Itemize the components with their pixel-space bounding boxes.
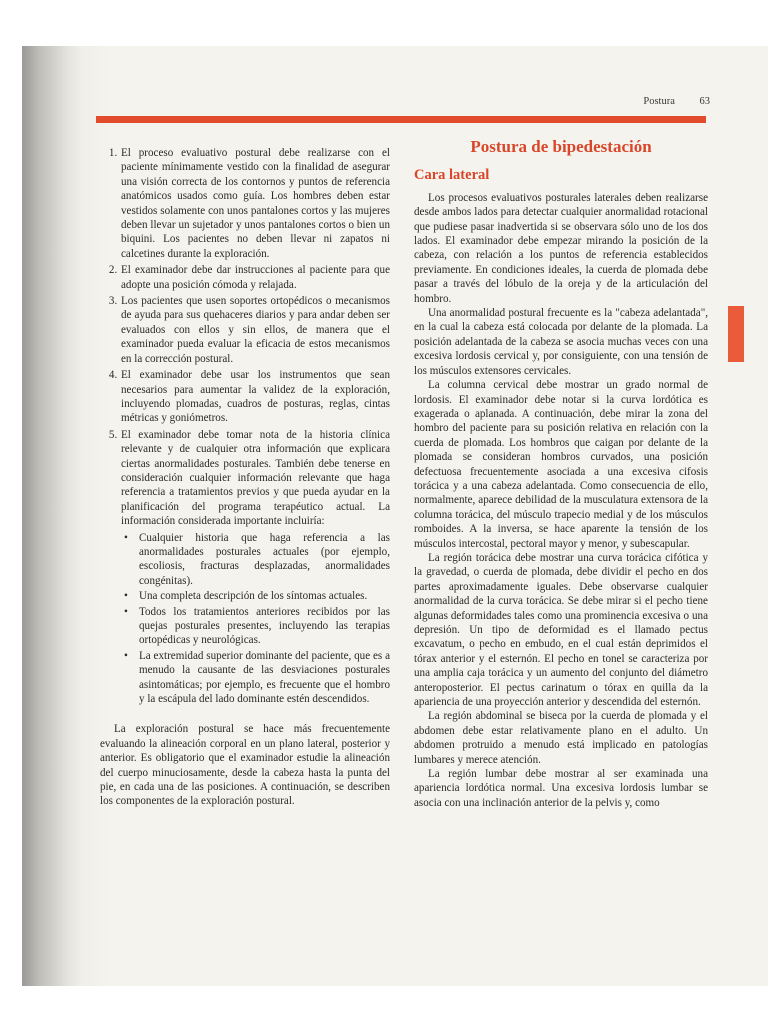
body-paragraph: La región abdominal se biseca por la cuerda de plomada y el abdomen debe estar relativamente plano en el adulto. Un abdomen protruido a menudo está implicado en patologías lumbares y merece atención. <box>414 710 708 766</box>
running-head-section: Postura <box>643 96 675 107</box>
section-title: Postura de bipedestación <box>470 137 652 156</box>
running-head <box>560 96 710 107</box>
header-rule <box>96 116 706 123</box>
body-paragraph: La región torácica debe mostrar una curva torácica cifótica y la gravedad, o cuerda de plomada, debe dividir el pecho en dos partes aproximadamente iguales. Debe observarse cualquier anormalidad de la curva torácica. Se debe mirar si el pecho tiene algunas deformidades tales como una prominencia excesiva o una depresión. Un tipo de deformidad es el llamado pectus excavatum, o pecho en embudo, en el cual están deprimidos el tórax anterior y el esternón. El pecho en tonel se caracteriza por una amplia caja torácica y un aumento del conjunto del diámetro anteroposterior. El pectus carinatum o tórax en quilla da la apariencia de una proyección anterior y descendida del esternón. <box>414 551 708 709</box>
list-item: 2. El examinador debe dar instrucciones al paciente para que adopte una posición cómoda y relajada. <box>120 263 390 292</box>
sublist-item: • Cualquier historia que haga referencia a las anormalidades posturales actuales (por ejemplo, escoliosis, fracturas desplazadas, anormalidades congénitas). <box>135 531 390 589</box>
chapter-edge-tab <box>728 306 744 362</box>
sublist-item: • La extremidad superior dominante del paciente, que es a menudo la causante de las desviaciones posturales asintomáticas; por ejemplo, es frecuente que el hombro y la escápula del lado dominante estén descendidos. <box>135 649 390 707</box>
body-paragraph: La columna cervical debe mostrar un grado normal de lordosis. El examinador debe notar si la curva lordótica es exagerada o aplanada. A continuación, debe mirar la zona del hombro del paciente para su posición relativa en relación con la cuerda de plomada. Los hombros que caigan por delante de la plomada se consideran hombros curvados, una posición defectuosa frecuentemente asociada a una excesiva cifosis torácica y a una cabeza adelantada. Como consecuencia de ello, normalmente, aparece debilidad de la musculatura extensora de la columna torácica, del músculo trapecio medial y de los músculos romboides. A la inversa, se hace aparente la tensión de los músculos intercostal, pectoral mayor y menor, y subescapular. <box>414 379 708 550</box>
body-paragraph: La región lumbar debe mostrar al ser examinada una apariencia lordótica normal. Una excesiva lordosis lumbar se asocia con una inclinación anterior de la pelvis y, como <box>414 768 708 809</box>
closing-paragraph: La exploración postural se hace más frecuentemente evaluando la alineación corporal en un plano lateral, posterior y anterior. Es obligatorio que el examinador estudie la alineación del cuerpo minuciosamente, desde la cabeza hasta la punta del pie, en cada una de las posiciones. A continuación, se describen los componentes de la exploración postural. <box>100 723 390 808</box>
evaluation-list <box>100 146 390 706</box>
subsection-title: Cara lateral <box>414 167 490 184</box>
sublist-item: • Una completa descripción de los síntomas actuales. <box>135 589 390 603</box>
list-item: 1. El proceso evaluativo postural debe realizarse con el paciente mínimamente vestido con la finalidad de asegurar una visión correcta de los contornos y puntos de referencia anatómicos usados como guía. Los hombres deben estar vestidos solamente con unos pantalones cortos y las mujeres deben llevar un sujetador y unos pantalones cortos o bien un biquini. Los pacientes no deben llevar ni zapatos ni calcetines durante la exploración. <box>120 146 390 261</box>
page-number: 63 <box>699 96 710 107</box>
right-column <box>414 137 708 810</box>
left-column <box>100 146 390 809</box>
list-item: 4. El examinador debe usar los instrumentos que sean necesarios para aumentar la validez de la exploración, incluyendo plomadas, cuadros de posturas, reglas, cintas métricas y goniómetros. <box>120 368 390 426</box>
body-paragraph: Una anormalidad postural frecuente es la "cabeza adelantada", en la cual la cabeza está colocada por delante de la plomada. La posición adelantada de la cabeza se asocia muchas veces con una excesiva lordosis cervical y, por consiguiente, con una tensión de los músculos extensores cervicales. <box>414 307 708 377</box>
body-paragraph: Los procesos evaluativos posturales laterales deben realizarse desde ambos lados para detectar cualquier anormalidad rotacional que pudiese pasar inadvertida si se observara sólo uno de los dos lados. El examinador debe empezar mirando la posición de la cabeza, con relación a los puntos de referencia establecidos previamente. En condiciones ideales, la cuerda de plomada debe pasar a través del lóbulo de la oreja y de la articulación del hombro. <box>414 191 708 305</box>
list-item <box>120 428 390 707</box>
history-sublist <box>121 531 390 707</box>
sublist-item: • Todos los tratamientos anteriores recibidos por las quejas posturales presentes, incluyendo las terapias ortopédicas y neurológicas. <box>135 605 390 648</box>
list-item: 3. Los pacientes que usen soportes ortopédicos o mecanismos de ayuda para sus quehaceres diarios y para andar deben ser evaluados con ellos y sin ellos, de manera que el examinador pueda evaluar la eficacia de estos mecanismos en la corrección postural. <box>120 294 390 366</box>
list-item-text: El examinador debe tomar nota de la historia clínica relevante y de cualquier otra información que explicara ciertas anormalidades posturales. También debe tenerse en consideración cualquier información relevante que haga referencia a tratamientos previos y que pueda ayudar en la planificación del programa terapéutico actual. La información considerada importante incluiría: <box>121 428 390 528</box>
page-gutter-shadow <box>22 46 82 986</box>
